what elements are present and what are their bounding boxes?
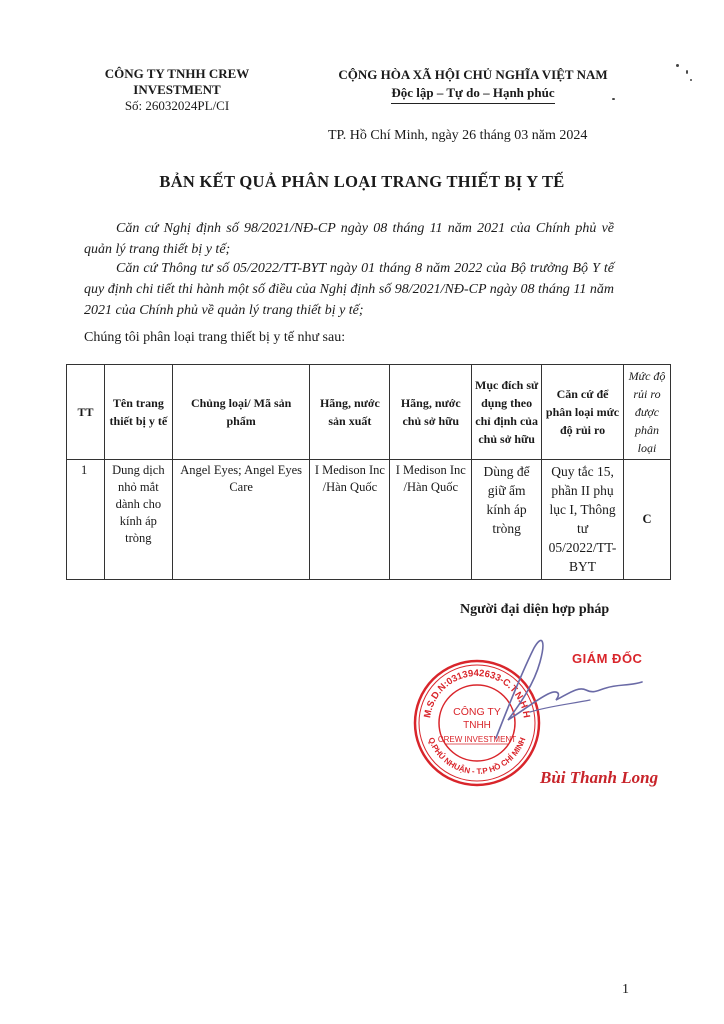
seal-line1: CÔNG TY [453,706,501,718]
seal-line3: CREW INVESTMENT [437,735,517,744]
cell-device-name: Dung dịch nhỏ mắt dành cho kính áp tròng [104,460,172,580]
cell-type-code: Angel Eyes; Angel Eyes Care [172,460,310,580]
header-device-name: Tên trang thiết bị y tế [104,365,172,460]
document-title: BẢN KẾT QUẢ PHÂN LOẠI TRANG THIẾT BỊ Y TẾ [159,172,565,191]
handwritten-signature [490,620,680,770]
place-date: TP. Hồ Chí Minh, ngày 26 tháng 03 năm 2024 [328,128,588,143]
page-number: 1 [622,982,629,997]
signature-stroke [496,640,642,738]
header-purpose: Mục đích sử dụng theo chỉ định của chủ sở hữu [472,365,542,460]
header-risk-level: Mức độ rủi ro được phân loại [624,365,671,460]
header-tt: TT [67,365,105,460]
header-owner: Hãng, nước chủ sở hữu [390,365,472,460]
signer-name: Bùi Thanh Long [540,768,659,787]
company-name-line2: INVESTMENT [133,82,221,97]
cell-basis: Quy tắc 15, phần II phụ lục I, Thông tư 05/2022/TT-BYT [542,460,624,580]
cell-manufacturer: I Medison Inc /Hàn Quốc [310,460,390,580]
cell-risk-level: C [624,460,671,580]
table-row [67,460,671,580]
company-header [82,66,272,114]
cell-purpose: Dùng để giữ ẩm kính áp tròng [472,460,542,580]
intro-text: Chúng tôi phân loại trang thiết bị y tế như sau: [84,330,346,345]
motto: Độc lập – Tự do – Hạnh phúc [391,84,554,104]
director-title: GIÁM ĐỐC [572,651,643,666]
cell-owner: I Medison Inc /Hàn Quốc [390,460,472,580]
classification-table [66,364,671,580]
table-header-row [67,365,671,460]
scan-speck [612,98,615,100]
header-basis: Căn cứ để phân loại mức độ rủi ro [542,365,624,460]
header-manufacturer: Hãng, nước sản xuất [310,365,390,460]
document-number: Số: 26032024PL/CI [124,98,230,113]
seal-ring-text: M.S.D.N:0313942633-C.T.N.H.H [422,667,532,719]
seal-line2: TNHH [463,720,491,731]
national-header [318,66,628,104]
scan-speck [676,64,679,67]
scan-speck [686,70,688,74]
scan-speck [690,79,692,81]
signature-underline-stroke [530,700,590,712]
company-name-line1: CÔNG TY TNHH CREW [104,66,250,81]
legal-basis-2: Căn cứ Thông tư số 05/2022/TT-BYT ngày 01 tháng 8 năm 2022 của Bộ trưởng Bộ Y tế quy định chi tiết thi hành một số điều của Nghị định số 98/2021/NĐ-CP ngày 08 tháng 11 năm 2021 của Chính phủ về quản lý trang thiết bị y tế; [84,261,614,318]
representative-label: Người đại diện hợp pháp [460,602,610,617]
cell-tt: 1 [67,460,105,580]
header-type-code: Chủng loại/ Mã sản phẩm [172,365,310,460]
legal-basis-1: Căn cứ Nghị định số 98/2021/NĐ-CP ngày 08 tháng 11 năm 2021 của Chính phủ về quản lý trang thiết bị y tế; [84,221,614,257]
nation-name: CỘNG HÒA XÃ HỘI CHỦ NGHĨA VIỆT NAM [338,67,608,82]
seal-bottom-text: Q.PHÚ NHUẬN - T.P HỒ CHÍ MINH [426,736,528,777]
